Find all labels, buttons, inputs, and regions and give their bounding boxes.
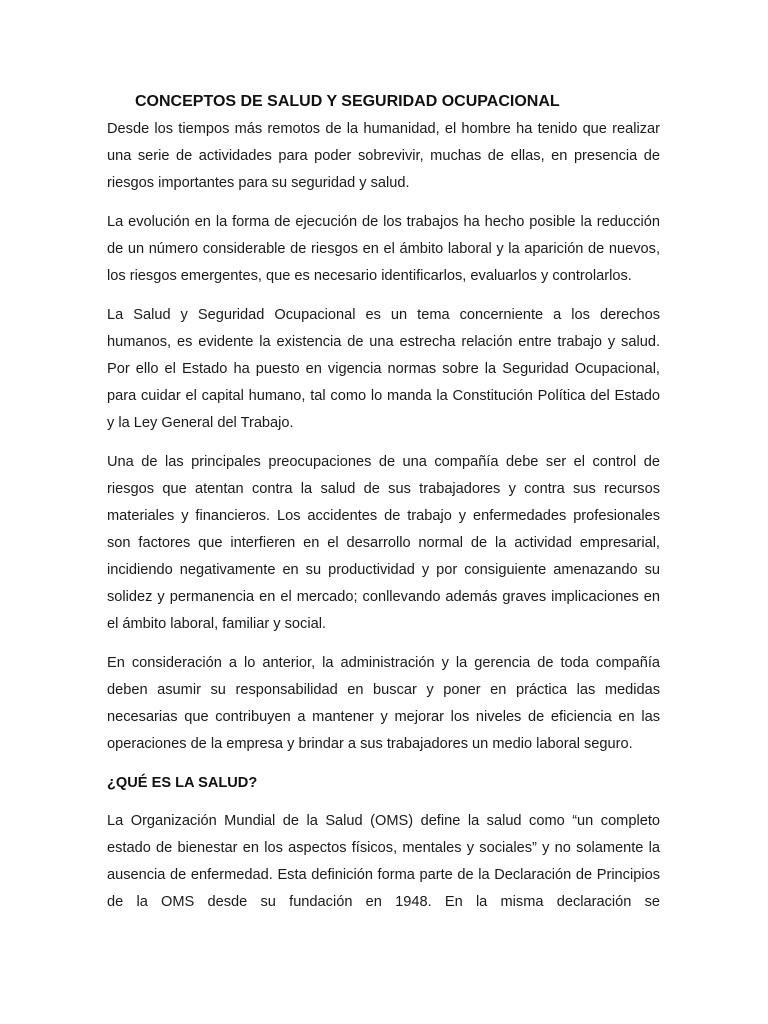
document-body bbox=[107, 88, 660, 928]
paragraph-management: En consideración a lo anterior, la administración y la gerencia de toda compañía deben asumir su responsabilidad en buscar y poner en práctica las medidas necesarias que contribuyen a mantener y mejorar los niveles de eficiencia en las operaciones de la empresa y brindar a sus trabajadores un medio laboral seguro. bbox=[107, 655, 660, 752]
section-heading-que-es-la-salud: ¿QUÉ ES LA SALUD? bbox=[107, 775, 258, 791]
paragraph-oms-definition: La Organización Mundial de la Salud (OMS) define la salud como “un completo estado de bienestar en los aspectos físicos, mentales y sociales” y no solamente la ausencia de enfermedad. Esta definición forma parte de la Declaración de Principios de la OMS desde su fundación en 1948. En la misma declaración se bbox=[107, 813, 660, 910]
paragraph-human-rights: La Salud y Seguridad Ocupacional es un tema concerniente a los derechos humanos, es evidente la existencia de una estrecha relación entre trabajo y salud. Por ello el Estado ha puesto en vigencia normas sobre la Seguridad Ocupacional, para cuidar el capital humano, tal como lo manda la Constitución Política del Estado y la Ley General del Trabajo. bbox=[107, 307, 660, 431]
paragraph-company-concerns: Una de las principales preocupaciones de una compañía debe ser el control de riesgos que atentan contra la salud de sus trabajadores y contra sus recursos materiales y financieros. Los accidentes de trabajo y enfermedades profesionales son factores que interfieren en el desarrollo normal de la actividad empresarial, incidiendo negativamente en su productividad y por consiguiente amenazando su solidez y permanencia en el mercado; conllevando además graves implicaciones en el ámbito laboral, familiar y social. bbox=[107, 454, 660, 632]
document-title: CONCEPTOS DE SALUD Y SEGURIDAD OCUPACIONAL bbox=[135, 93, 560, 110]
paragraph-evolution: La evolución en la forma de ejecución de los trabajos ha hecho posible la reducción de un número considerable de riesgos en el ámbito laboral y la aparición de nuevos, los riesgos emergentes, que es necesario identificarlos, evaluarlos y controlarlos. bbox=[107, 214, 660, 284]
paragraph-origins: Desde los tiempos más remotos de la humanidad, el hombre ha tenido que realizar una serie de actividades para poder sobrevivir, muchas de ellas, en presencia de riesgos importantes para su seguridad y salud. bbox=[107, 121, 660, 191]
